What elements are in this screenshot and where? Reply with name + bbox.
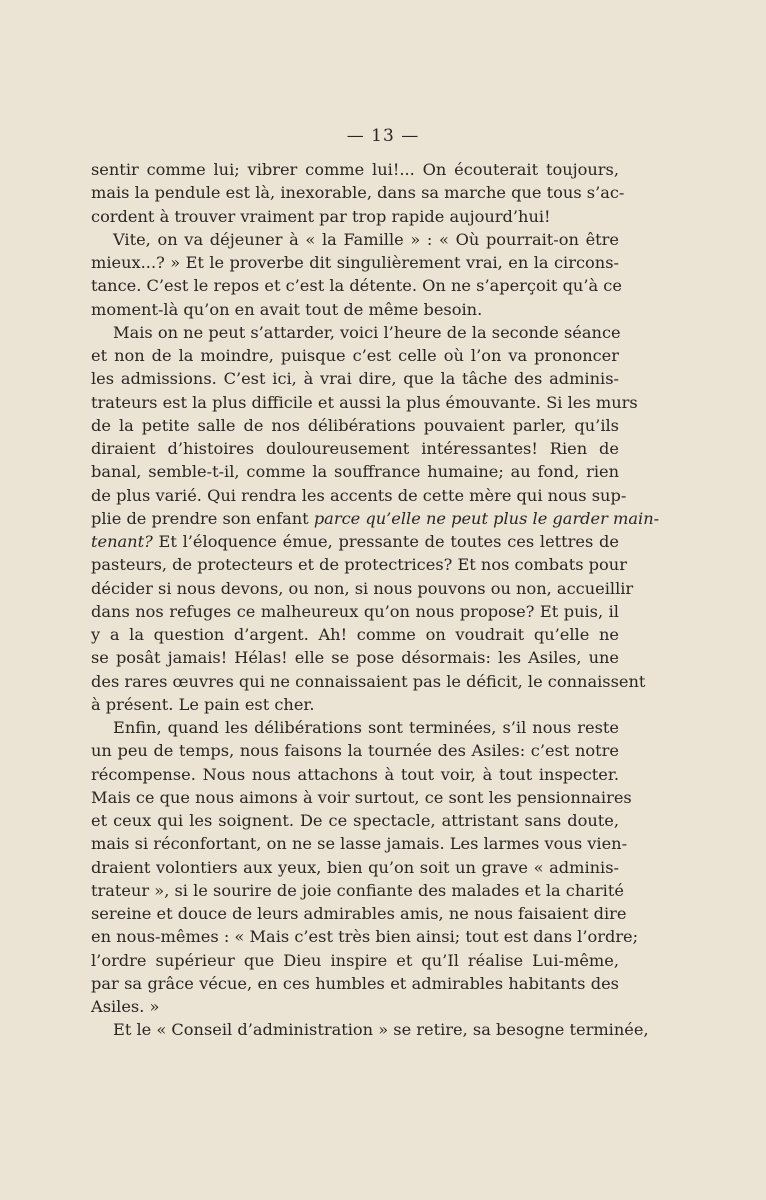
text-line: moment-là qu’on en avait tout de même besoin. [91,299,483,319]
text-line: en nous-mêmes : « Mais c’est très bien ainsi; tout est dans l’ordre; [91,927,639,947]
text-line: cordent à trouver vraiment par trop rapide aujourd’hui! [91,206,551,226]
text-line: Enfin, quand les délibérations sont terminées, s’il nous reste [113,718,619,737]
text-line: et ceux qui les soignent. De ce spectacle, attristant sans doute, [91,811,619,830]
text-line: trateur », si le sourire de joie confiante des malades et la charité [91,880,624,900]
text-line: l’ordre supérieur que Dieu inspire et qu’Il réalise Lui-même, [91,950,619,970]
text-line: de plus varié. Qui rendra les accents de cette mère qui nous sup- [91,485,627,505]
text-line: à présent. Le pain est cher. [91,694,315,714]
text-line: décider si nous devons, ou non, si nous pouvons ou non, accueillir [91,578,634,598]
text-line: tenant? Et l’éloquence émue, pressante de toutes ces lettres de [91,532,619,551]
text-line: et non de la moindre, puisque c’est celle où l’on va prononcer [91,346,619,365]
text-line: Mais ce que nous aimons à voir surtout, ce sont les pensionnaires [91,787,632,807]
text-line: mais si réconfortant, on ne se lasse jamais. Les larmes vous vien- [91,834,628,854]
italic-quote: parce qu’elle ne peut plus le garder main- [313,508,660,528]
text-line: Mais on ne peut s’attarder, voici l’heure de la seconde séance [113,322,621,342]
text-line: mais la pendule est là, inexorable, dans sa marche que tous s’ac- [91,183,625,203]
text-line: des rares œuvres qui ne connaissaient pas le déficit, le connaissent [91,671,646,691]
text-line: tance. C’est le repos et c’est la détente. On ne s’aperçoit qu’à ce [91,276,622,296]
text-line: par sa grâce vécue, en ces humbles et admirables habitants des [91,973,619,993]
text-line: mieux...? » Et le proverbe dit singulièrement vrai, en la circons- [91,253,619,272]
text-line: diraient d’histoires douloureusement intéressantes! Rien de [91,439,619,458]
text-line: récompense. Nous nous attachons à tout voir, à tout inspecter. [91,764,619,784]
text-line: sentir comme lui; vibrer comme lui!... On écouterait toujours, [91,160,619,179]
text-line: pasteurs, de protecteurs et de protectrices? Et nos combats pour [91,555,627,575]
text-line: Asiles. » [91,997,160,1016]
text-line: trateurs est la plus difficile et aussi la plus émouvante. Si les murs [91,392,638,412]
text-line: banal, semble-t-il, comme la souffrance humaine; au fond, rien [91,462,619,482]
text-line: plie de prendre son enfant parce qu’elle ne peut plus le garder main- [91,508,660,528]
text-line: sereine et douce de leurs admirables amis, ne nous faisaient dire [91,904,627,923]
text-line: les admissions. C’est ici, à vrai dire, que la tâche des adminis- [91,369,619,389]
body-text [91,158,660,1042]
text-line: de la petite salle de nos délibérations pouvaient parler, qu’ils [91,415,619,435]
italic-quote: tenant? [91,532,153,551]
text-line: y a la question d’argent. Ah! comme on voudrait qu’elle ne [91,625,619,644]
page-number: — 13 — [346,126,420,146]
text-line: se posât jamais! Hélas! elle se pose désormais: les Asiles, une [91,648,619,668]
text-line: dans nos refuges ce malheureux qu’on nous propose? Et puis, il [91,601,619,621]
text-line: Et le « Conseil d’administration » se retire, sa besogne terminée, [113,1020,649,1040]
text-line: un peu de temps, nous faisons la tournée des Asiles: c’est notre [91,741,619,761]
text-line: Vite, on va déjeuner à « la Famille » : « Où pourrait-on être [113,229,619,249]
text-line: draient volontiers aux yeux, bien qu’on soit un grave « adminis- [91,857,619,877]
